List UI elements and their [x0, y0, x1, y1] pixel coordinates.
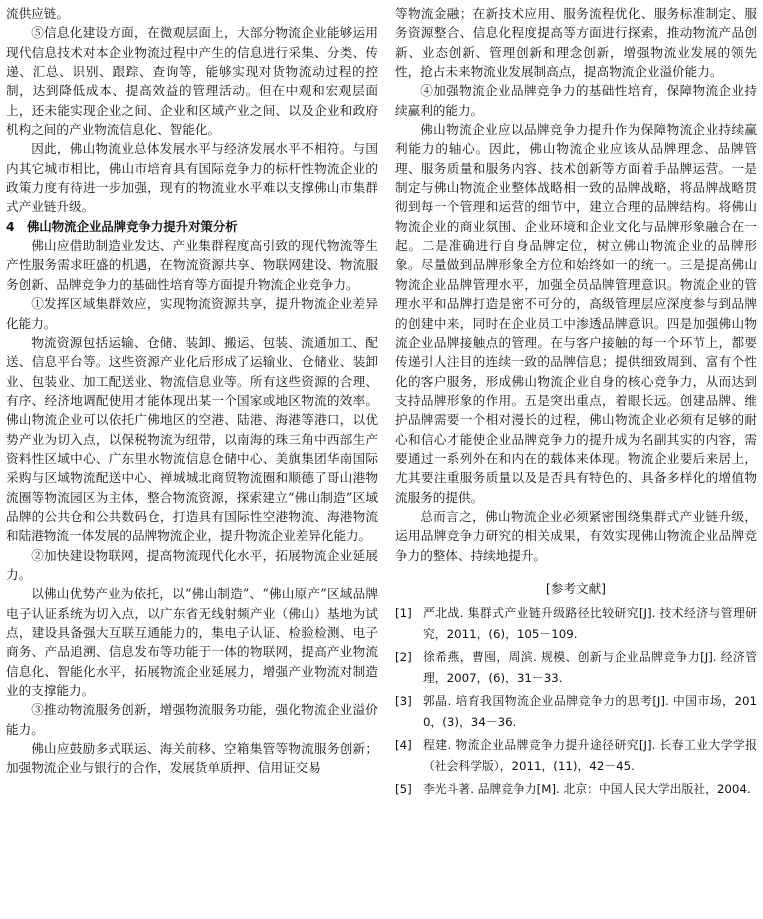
- reference-item: [395, 603, 757, 645]
- paragraph-logistics-finance: 等物流金融；在新技术应用、服务流程优化、服务标准制定、服务资源整合、信息化程度提高等方面进行探索，推动物流产品创新、业态创新、管理创新和理念创新，增强物流业发展的领先性，抢占未来物流业发展制高点，提高物流企业溢价能力。: [395, 6, 757, 80]
- reference-number: [4]: [395, 737, 412, 752]
- paragraph-conclusion-level: 因此，佛山物流业总体发展水平与经济发展水平不相符。与国内其它城市相比，佛山市培育具有国际竞争力的标杆性物流企业的政策力度有待进一步加强，现有的物流业水平难以支撑佛山市集群式产业链升级。: [6, 141, 378, 215]
- reference-item: [395, 735, 757, 777]
- paragraph-point-3: ③推动物流服务创新，增强物流服务功能，强化物流企业溢价能力。: [6, 702, 378, 737]
- paragraph-summary: 总而言之，佛山物流企业必须紧密围绕集群式产业链升级，运用品牌竞争力研究的相关成果，有效实现佛山物流企业品牌竞争力的整体、持续地提升。: [395, 508, 757, 563]
- reference-number: [1]: [395, 605, 412, 620]
- paragraph-informatization: ⑤信息化建设方面，在微观层面上，大部分物流企业能够运用现代信息技术对本企业物流过程中产生的信息进行采集、分类、传递、汇总、识别、跟踪、查询等，能够实现对货物流动过程的控制，达到降低成本、提高效益的管理活动。但在中观和宏观层面上，还未能实现企业之间、企业和区域产业之间、以及企业和政府机构之间的产业物流信息化、智能化。: [6, 25, 378, 138]
- reference-item: [395, 691, 757, 733]
- paragraph-point-4: ④加强物流企业品牌竞争力的基础性培育，保障物流企业持续赢利的能力。: [395, 83, 757, 118]
- paragraph-resources: 物流资源包括运输、仓储、装卸、搬运、包装、流通加工、配送、信息平台等。这些资源产业化后形成了运输业、仓储业、装卸业、包装业、加工配送业、物流信息业等。所有这些资源的合理、有序、经济地调配使用才能体现出某一个国家或地区物流的效率。佛山物流企业可以依托广佛地区的空港、陆港、海港等港口，以优势产业为切入点，以保税物流为纽带，以南海的珠三角中西部生产资料性区域中心、广东里水物流信息仓储中心、美旗集团华南国际采购与区域物流配送中心、禅城城北商贸物流圈和顺德了哥山港物流圈等物流园区为主体，整合物流资源，探索建立“佛山制造”区域品牌的公共仓和公共数码仓，打造具有国际性空港物流、海港物流和陆港物流一体发展的品牌物流企业，提升物流企业差异化能力。: [6, 334, 378, 544]
- reference-text: 严北战. 集群式产业链升级路径比较研究[J]. 技术经济与管理研究，2011，(6)，105－109.: [423, 605, 757, 641]
- reference-number: [3]: [395, 693, 412, 708]
- paragraph-iot: 以佛山优势产业为依托，以“佛山制造”、“佛山原产”区域品牌电子认证系统为切入点，以广东省无线射频产业（佛山）基地为试点，建设具备强大互联互通能力的，集电子认证、检验检测、电子商务、产品追溯、信息发布等功能于一体的物联网，提高产业物流信息化、智能化水平，拓展物流企业延展力，增强产业物流对制造业的支撑能力。: [6, 586, 378, 699]
- reference-item: [395, 647, 757, 689]
- references-title: [参考文献]: [545, 580, 607, 596]
- reference-text: 程建. 物流企业品牌竞争力提升途径研究[J]. 长春工业大学学报（社会科学版），2011，(11)，42－45.: [423, 737, 757, 773]
- paragraph-supply-chain-end: 流供应链。: [6, 6, 69, 21]
- reference-item: [395, 779, 757, 800]
- paragraph-brand-strategy: 佛山物流企业应以品牌竞争力提升作为保障物流企业持续赢利能力的轴心。因此，佛山物流企业应该从品牌理念、品牌管理、服务质量和服务内容、技术创新等方面着手品牌运营。一是制定与佛山物流企业整体战略相一致的品牌战略，将品牌战略贯彻到每一个管理和运营的细节中，建立合理的品牌结构。将佛山物流企业的商业氛围、企业环境和企业文化与品牌形象融合在一起。二是准确进行自身品牌定位，树立佛山物流企业的品牌形象。尽量做到品牌形象全方位和始终如一的统一。三是提高佛山物流企业品牌管理水平，加强全员品牌管理意识。物流企业的管理水平和品牌打造是密不可分的，高级管理层应深度参与到品牌的创建中来，同时在企业员工中渗透品牌意识。四是加强佛山物流企业品牌接触点的管理。在与客户接触的每一个环节上，都要传递引人注目的连续一致的品牌信息；提供细致周到、富有个性化的客户服务，形成佛山物流企业自身的核心竞争力，从而达到支持品牌形象的作用。五是突出重点，着眼长远。创建品牌、维护品牌需要一个相对漫长的过程，佛山物流企业必须有足够的耐心和信心才能使企业品牌竞争力的提升成为名副其实的内容，需要通过一系列外在和内在的载体来体现。物流企业要后来居上，尤其要注重服务质量以及是否具有特色的、具备多样化的增值物流服务的提供。: [395, 122, 757, 505]
- reference-number: [2]: [395, 649, 412, 664]
- reference-number: [5]: [395, 781, 412, 796]
- paragraph-section-intro: 佛山应借助制造业发达、产业集群程度高引致的现代物流等生产性服务需求旺盛的机遇，在物流资源共享、物联网建设、物流服务创新、品牌竞争力的基础性培育等方面提升物流企业竞争力。: [6, 238, 378, 292]
- paragraph-service-innovation: 佛山应鼓励多式联运、海关前移、空箱集管等物流服务创新；加强物流企业与银行的合作，发展货单质押、信用证交易: [6, 741, 378, 776]
- reference-text: 徐希燕，曹囤，周滨. 规模、创新与企业品牌竞争力[J]. 经济管理，2007，(6)，31－33.: [423, 649, 757, 685]
- left-column: [6, 4, 378, 778]
- paragraph-point-1: ①发挥区域集群效应，实现物流资源共享，提升物流企业差异化能力。: [6, 296, 378, 331]
- reference-text: 李光斗著. 品牌竞争力[M]. 北京：中国人民大学出版社，2004.: [423, 781, 751, 796]
- section-heading-4: 4 佛山物流企业品牌竞争力提升对策分析: [6, 218, 238, 234]
- references-list: [395, 603, 757, 800]
- reference-text: 郭晶. 培育我国物流企业品牌竞争力的思考[J]. 中国市场，2010，(3)，34－36.: [423, 693, 757, 729]
- right-column: [395, 4, 757, 802]
- paragraph-point-2: ②加快建设物联网，提高物流现代化水平，拓展物流企业延展力。: [6, 547, 378, 582]
